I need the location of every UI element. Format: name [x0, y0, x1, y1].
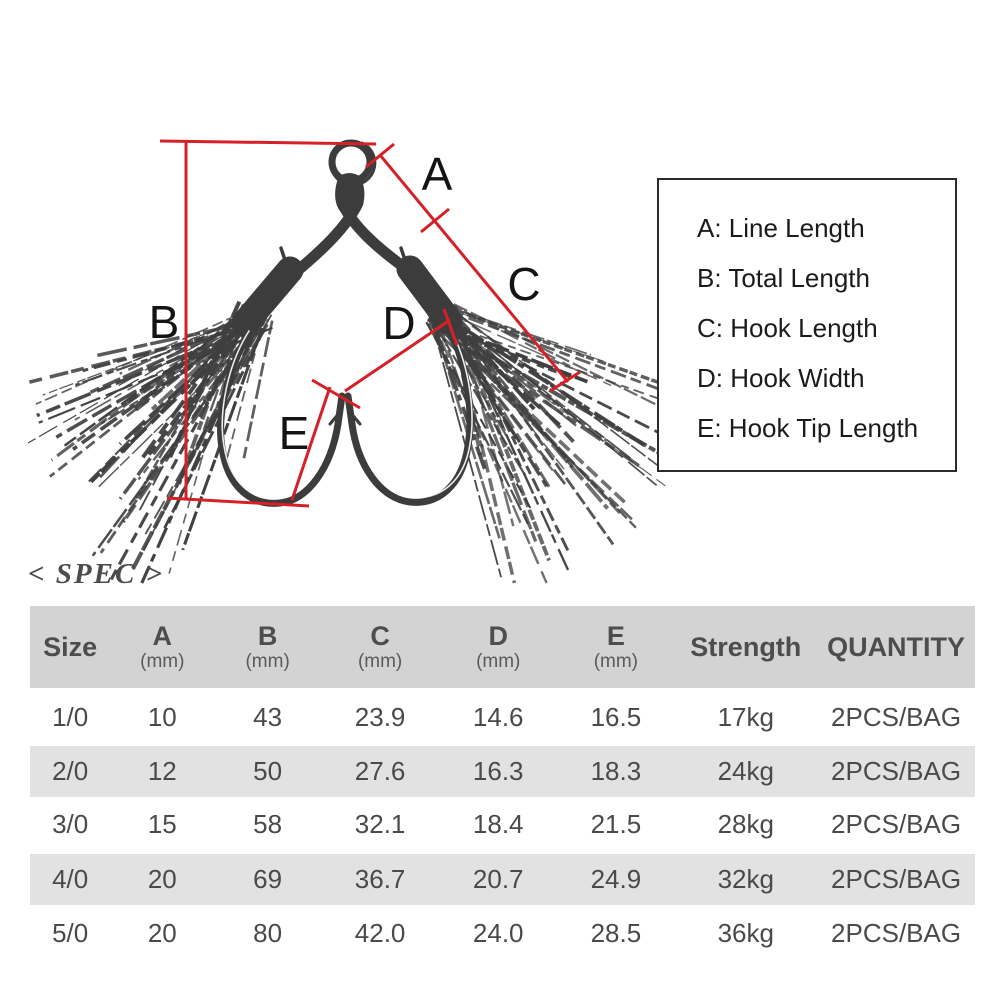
header-unit: (mm) — [245, 650, 290, 672]
header-cell-e — [557, 606, 674, 690]
table-cell: 24.0 — [472, 918, 524, 949]
table-cell: 69 — [214, 852, 321, 906]
table-cell: 1/0 — [52, 701, 89, 732]
table-row — [30, 690, 975, 744]
legend-item-c: C: Hook Length — [697, 313, 878, 343]
table-cell: 2PCS/BAG — [817, 852, 975, 906]
header-unit: (mm) — [593, 650, 639, 672]
legend-box — [657, 178, 957, 472]
table-cell: 2PCS/BAG — [831, 809, 962, 840]
table-cell: 5/0 — [52, 918, 89, 949]
table-cell: 32kg — [674, 852, 817, 906]
header-unit: (mm) — [476, 650, 521, 672]
header-cell-d — [439, 606, 557, 690]
crimp-right — [410, 269, 449, 321]
header-label: C — [370, 620, 390, 651]
table-cell: 20 — [147, 918, 177, 949]
table-cell: 28.5 — [590, 918, 642, 949]
header-label: A — [152, 620, 173, 651]
table-cell: 36.7 — [321, 852, 439, 906]
table-cell: 2PCS/BAG — [831, 918, 962, 949]
table-cell: 58 — [253, 809, 283, 840]
legend-item-d: D: Hook Width — [697, 363, 865, 393]
spec-heading: < SPEC > — [28, 558, 165, 590]
table-cell: 21.5 — [590, 809, 642, 840]
cord-right — [342, 203, 408, 270]
label-c: C — [507, 258, 541, 310]
table-cell: 32.1 — [354, 809, 406, 840]
header-cell-c — [321, 606, 439, 690]
table-cell: 50 — [214, 744, 321, 798]
table-cell: 27.6 — [321, 744, 439, 798]
table-row — [30, 852, 975, 906]
header-label: Size — [43, 631, 98, 662]
table-cell: 24kg — [674, 744, 817, 798]
measure-AC-tick-mid — [421, 209, 449, 232]
table-cell: 23.9 — [354, 701, 406, 732]
legend-item-a: A: Line Length — [697, 213, 865, 243]
table-cell: 2PCS/BAG — [831, 701, 962, 732]
header-unit: (mm) — [140, 650, 185, 672]
header-label: QUANTITY — [827, 631, 966, 662]
header-cell-size — [30, 606, 110, 690]
table-cell: 2PCS/BAG — [817, 744, 975, 798]
label-d: D — [382, 297, 416, 349]
table-cell: 3/0 — [52, 809, 89, 840]
legend-item-b: B: Total Length — [697, 263, 870, 293]
table-cell: 15 — [147, 809, 177, 840]
table-cell: 16.5 — [590, 701, 642, 732]
table-cell: 43 — [253, 701, 283, 732]
table-cell: 28kg — [717, 809, 774, 840]
header-label: B — [257, 620, 278, 651]
header-label: Strength — [690, 631, 802, 662]
table-cell: 36kg — [717, 918, 774, 949]
header-unit: (mm) — [357, 650, 403, 672]
table-cell: 17kg — [717, 701, 774, 732]
table-cell: 80 — [253, 918, 283, 949]
label-b: B — [148, 296, 180, 348]
table-cell: 24.9 — [557, 852, 674, 906]
header-cell-strength — [674, 606, 817, 690]
table-cell: 20 — [110, 852, 214, 906]
feather-bundle-right — [424, 301, 668, 583]
spec-table — [30, 606, 975, 960]
table-cell: 4/0 — [30, 852, 110, 906]
legend-item-e: E: Hook Tip Length — [697, 413, 919, 443]
label-a: A — [421, 148, 453, 200]
table-row — [30, 906, 975, 960]
header-cell-b — [214, 606, 321, 690]
crimp-left — [245, 270, 290, 323]
table-cell: 42.0 — [354, 918, 406, 949]
table-cell: 14.6 — [472, 701, 524, 732]
header-label: E — [606, 620, 625, 651]
table-cell: 10 — [147, 701, 177, 732]
table-cell: 2/0 — [30, 744, 110, 798]
table-cell: 20.7 — [439, 852, 557, 906]
table-row — [30, 744, 975, 798]
table-cell: 12 — [110, 744, 214, 798]
hook-right — [348, 325, 470, 502]
label-e: E — [278, 407, 310, 459]
table-cell: 16.3 — [439, 744, 557, 798]
table-row — [30, 798, 975, 852]
header-cell-a — [110, 606, 214, 690]
table-cell: 18.3 — [557, 744, 674, 798]
spec-table-header — [30, 606, 975, 690]
header-label: D — [488, 620, 508, 651]
header-cell-quantity — [817, 606, 975, 690]
table-cell: 18.4 — [472, 809, 524, 840]
